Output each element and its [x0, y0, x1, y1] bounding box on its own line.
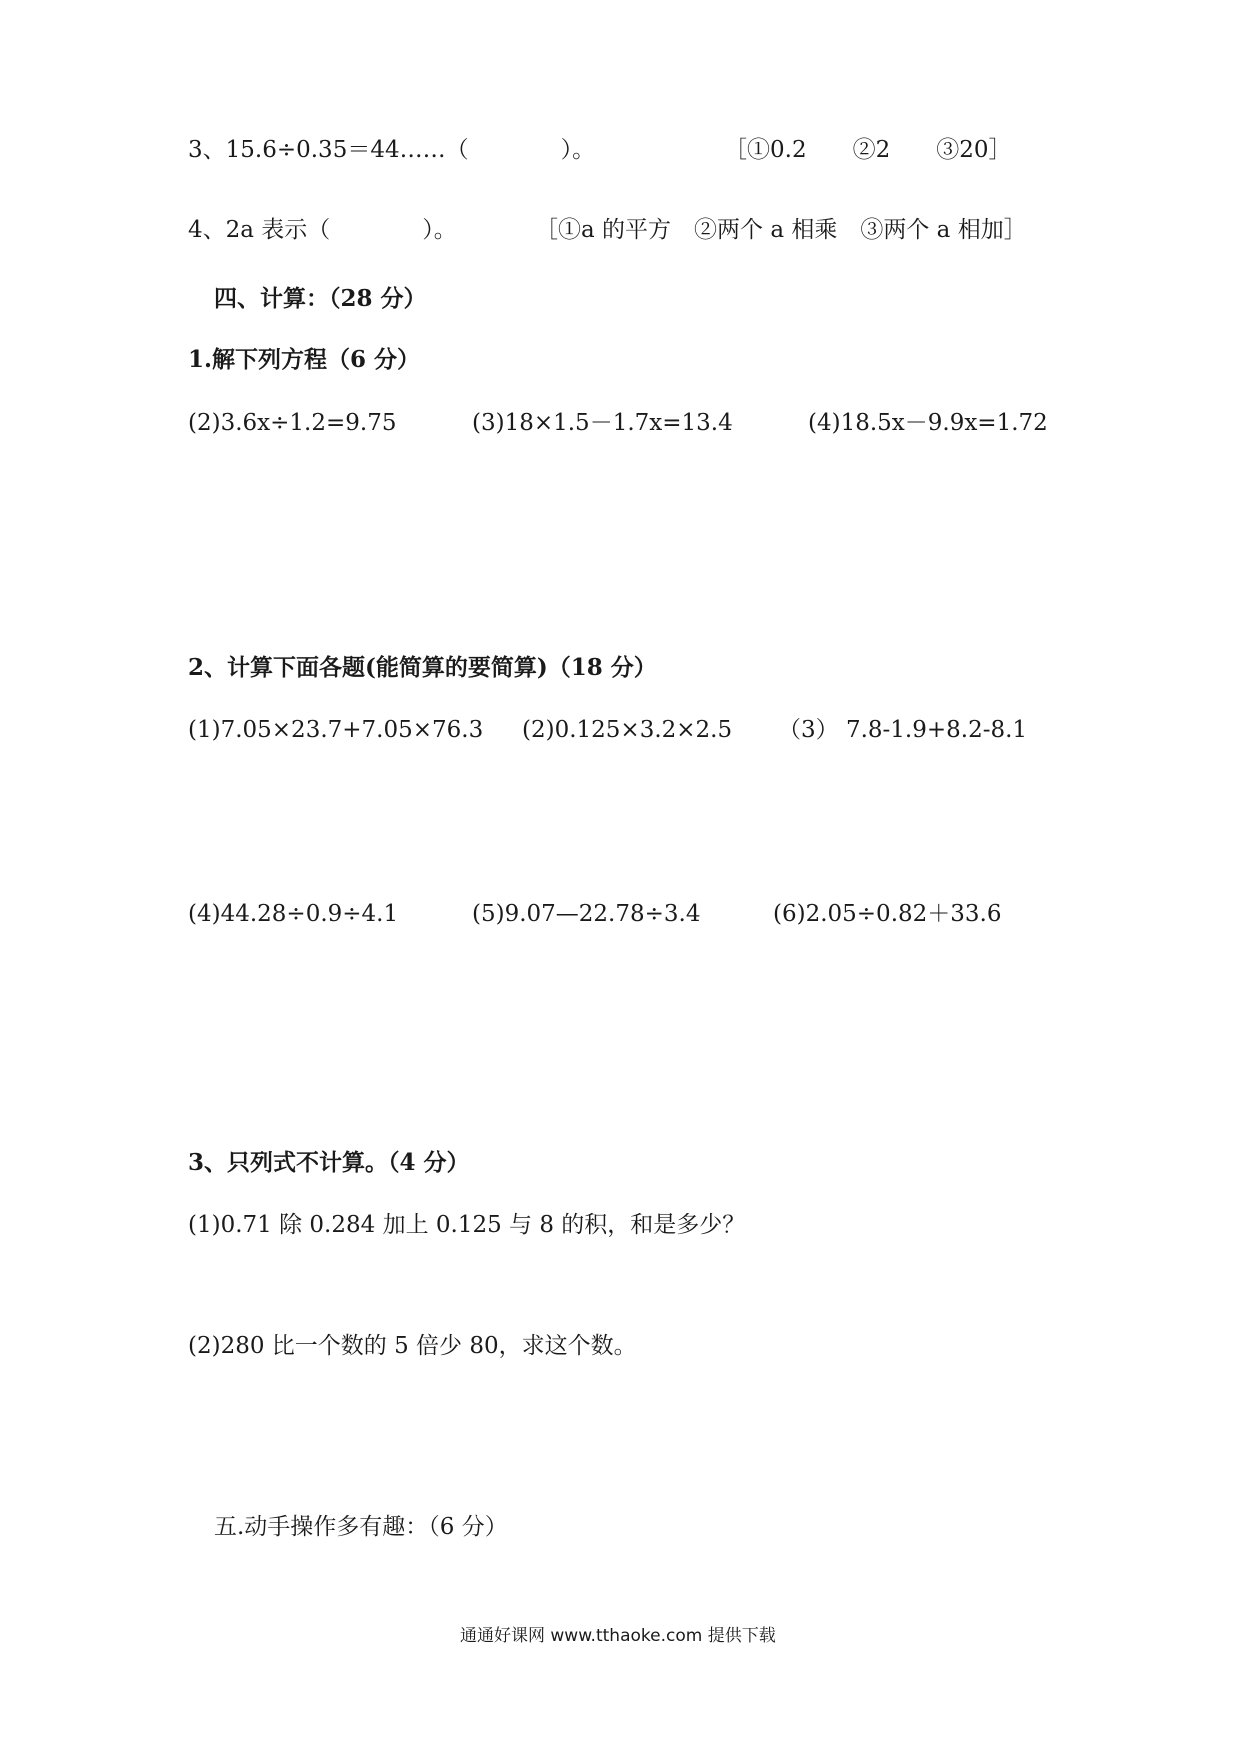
section-4-title: 四、计算：（28 分） — [214, 285, 427, 312]
equation-item: (2)3.6x÷1.2=9.75 — [188, 410, 397, 436]
question-4-options: ［①a 的平方 ②两个 a 相乘 ③两个 a 相加］ — [535, 217, 1027, 243]
question-4-text: 4、2a 表示（ ）。 — [188, 217, 457, 243]
part-3-title: 3、只列式不计算。（4 分） — [188, 1149, 470, 1176]
word-problem-item: (2)280 比一个数的 5 倍少 80，求这个数。 — [188, 1333, 637, 1359]
question-3-options: ［①0.2 ②2 ③20］ — [724, 137, 1012, 163]
part-1-title: 1.解下列方程（6 分） — [188, 346, 421, 373]
calc-item: (4)44.28÷0.9÷4.1 — [188, 901, 399, 927]
calc-item: (6)2.05÷0.82＋33.6 — [773, 901, 1002, 927]
part-2-title: 2、计算下面各题(能简算的要简算)（18 分） — [188, 654, 657, 681]
section-5-title: 五.动手操作多有趣：（6 分） — [214, 1514, 508, 1540]
footer-credit: 通通好课网 www.tthaoke.com 提供下载 — [460, 1626, 776, 1646]
equation-item: (3)18×1.5－1.7x=13.4 — [472, 410, 733, 436]
question-3-text: 3、15.6÷0.35＝44……（ ）。 — [188, 137, 596, 163]
calc-item: （3） 7.8-1.9+8.2-8.1 — [778, 717, 1028, 743]
calc-item: (1)7.05×23.7+7.05×76.3 — [188, 717, 484, 743]
calc-item: (5)9.07—22.78÷3.4 — [472, 901, 701, 927]
word-problem-item: (1)0.71 除 0.284 加上 0.125 与 8 的积，和是多少？ — [188, 1212, 746, 1238]
equation-item: (4)18.5x－9.9x=1.72 — [808, 410, 1048, 436]
calc-item: (2)0.125×3.2×2.5 — [522, 717, 733, 743]
